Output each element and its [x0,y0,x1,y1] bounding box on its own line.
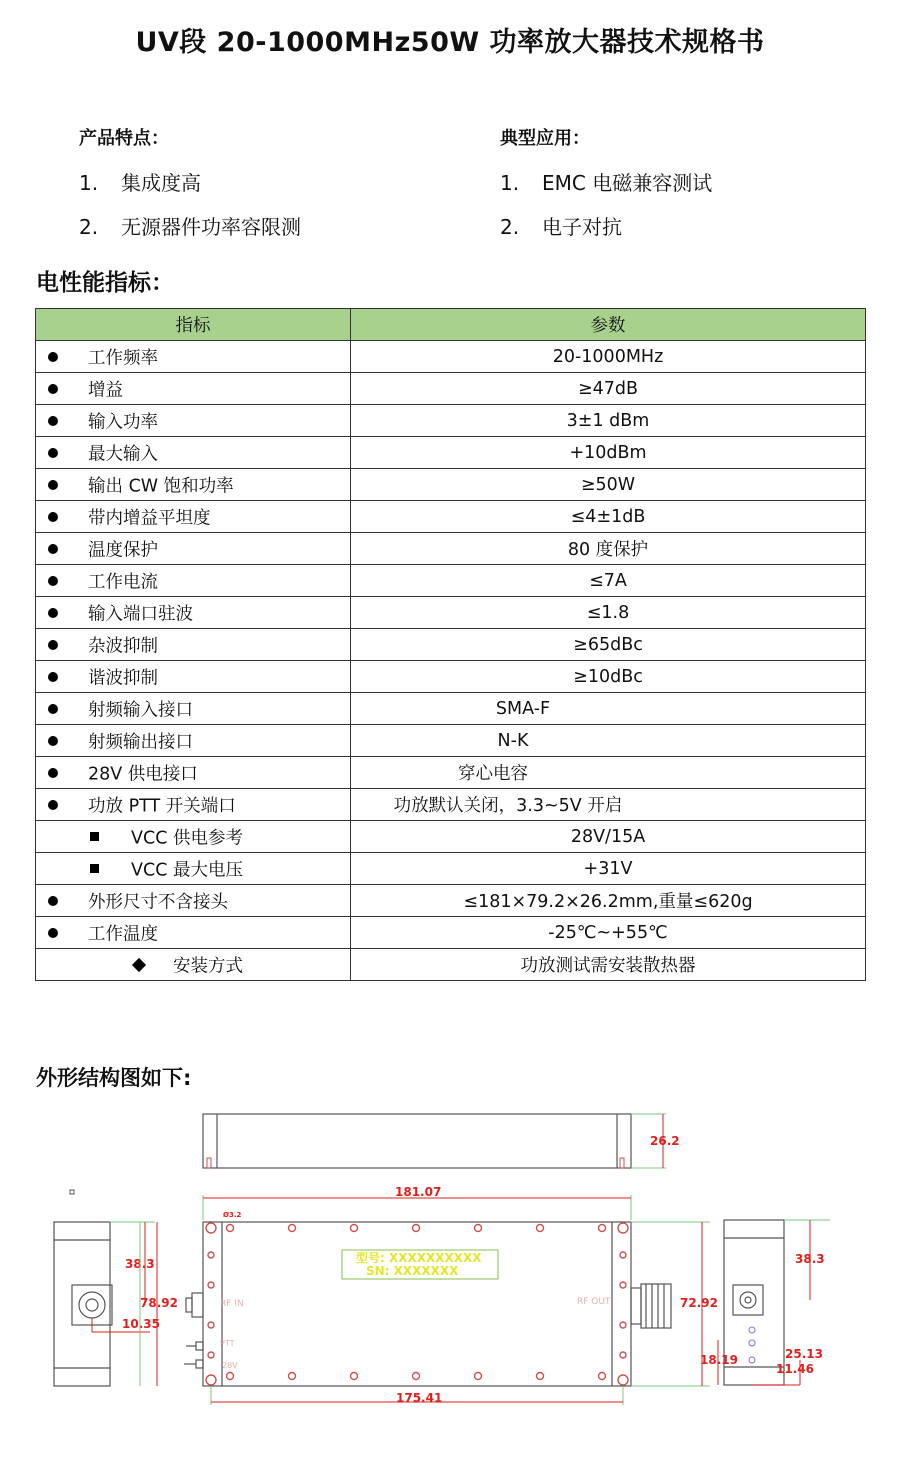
screw-hole [413,1373,420,1380]
header-value: 参数 [351,309,866,341]
list-number: 1. [500,171,520,195]
row-label: 输出 CW 饱和功率 [88,476,234,496]
row-value: ≤181×79.2×26.2mm,重量≤620g [351,885,866,917]
row-label: 工作电流 [88,572,158,592]
dim-width-left: 78.92 [140,1296,178,1310]
row-value: N-K [351,725,866,757]
dim-mount: 175.41 [396,1391,443,1405]
dim-right-b: 18.19 [700,1353,738,1367]
dim-height: 26.2 [650,1134,680,1148]
row-value: ≤7A [351,565,866,597]
outline-drawing [0,1100,900,1420]
table-row [36,629,866,661]
row-label-cell [36,597,351,629]
list-text: 无源器件功率容限测 [121,215,301,239]
dim-side-c: 38.3 [795,1252,825,1266]
table-row [36,821,866,853]
list-number: 2. [500,215,520,239]
table-row [36,373,866,405]
bullet-dot-icon [48,640,58,650]
row-value: +10dBm [351,437,866,469]
row-value: ≤4±1dB [351,501,866,533]
bullet-dot-icon [48,448,58,458]
right-end-view [700,1220,830,1385]
row-value: ≥10dBc [351,661,866,693]
application-item [500,211,622,240]
row-value: -25℃~+55℃ [351,917,866,949]
row-value: +31V [351,853,866,885]
table-row [36,405,866,437]
row-label-cell [36,885,351,917]
bullet-dot-icon [48,704,58,714]
row-value: 3±1 dBm [351,405,866,437]
row-label-cell [36,501,351,533]
screw-hole [537,1225,544,1232]
dim-right-c: 11.46 [776,1362,814,1376]
row-label: 输入功率 [88,412,158,432]
list-number: 1. [79,171,99,195]
screw-hole [599,1225,606,1232]
screw-hole [475,1373,482,1380]
document-title: UV段 20-1000MHz50W 功率放大器技术规格书 [135,27,765,58]
row-label-cell [36,725,351,757]
features-heading: 产品特点： [79,128,169,149]
row-label-cell [36,949,351,981]
table-row [36,917,866,949]
table-row [36,469,866,501]
bullet-dot-icon [48,384,58,394]
bullet-diamond-icon [132,957,146,971]
row-value: 穿心电容 [351,757,866,789]
row-value: 功放默认关闭，3.3~5V 开启 [351,789,866,821]
table-row [36,725,866,757]
row-label: VCC 供电参考 [131,828,243,848]
application-item [500,167,712,196]
bullet-dot-icon [48,672,58,682]
table-row [36,341,866,373]
outline-heading: 外形结构图如下: [36,1066,192,1090]
table-row [36,757,866,789]
dim-length: 181.07 [395,1185,442,1199]
dim-right-a: 25.13 [785,1347,823,1361]
bullet-dot-icon [48,544,58,554]
row-label: 杂波抑制 [88,636,158,656]
electrical-heading: 电性能指标： [36,270,174,296]
screw-hole [351,1225,358,1232]
table-header-row [36,309,866,341]
feature-item [79,211,301,240]
row-label: 温度保护 [88,540,158,560]
table-row [36,501,866,533]
bullet-dot-icon [48,480,58,490]
row-label-cell [36,629,351,661]
row-label: 功放 PTT 开关端口 [88,796,236,816]
row-label-cell [36,853,351,885]
list-text: 电子对抗 [542,215,622,239]
bullet-dot-icon [48,928,58,938]
bullet-dot-icon [48,768,58,778]
table-row [36,853,866,885]
row-label-cell [36,693,351,725]
table-row [36,789,866,821]
list-text: 集成度高 [121,171,201,195]
row-label: VCC 最大电压 [131,860,243,880]
row-label: 射频输出接口 [88,732,193,752]
list-text: EMC 电磁兼容测试 [542,171,713,195]
label-model: 型号: XXXXXXXXXX [356,1251,482,1265]
feature-item [79,167,201,196]
bullet-dot-icon [48,608,58,618]
screw-hole [599,1373,606,1380]
header-label: 指标 [36,309,351,341]
bullet-square-icon [90,832,99,841]
row-label: 最大输入 [88,444,158,464]
row-value: 功放测试需安装散热器 [351,949,866,981]
row-label-cell [36,405,351,437]
top-side-view [203,1114,680,1168]
row-value: SMA-F [351,693,866,725]
bullet-dot-icon [48,800,58,810]
table-row [36,885,866,917]
table-row [36,693,866,725]
row-label-cell [36,565,351,597]
row-label-cell [36,533,351,565]
bullet-dot-icon [48,736,58,746]
bullet-dot-icon [48,352,58,362]
screw-hole [537,1373,544,1380]
rf-out-label: RF OUT [577,1297,611,1307]
screw-hole [475,1225,482,1232]
table-row [36,597,866,629]
table-row [36,949,866,981]
row-label-cell [36,469,351,501]
table-row [36,661,866,693]
row-label-cell [36,373,351,405]
dim-hole: Ø3.2 [223,1211,242,1219]
row-label: 射频输入接口 [88,700,193,720]
row-label-cell [36,789,351,821]
row-value: 20-1000MHz [351,341,866,373]
bullet-dot-icon [48,896,58,906]
row-label: 带内增益平坦度 [88,508,211,528]
list-number: 2. [79,215,99,239]
row-label: 安装方式 [173,956,243,976]
row-value: ≥47dB [351,373,866,405]
row-label: 增益 [88,380,123,400]
bullet-square-icon [90,864,99,873]
row-label: 工作温度 [88,924,158,944]
row-value: ≥50W [351,469,866,501]
screw-hole [289,1373,296,1380]
main-top-view [184,1211,718,1405]
row-label-cell [36,917,351,949]
row-value: 80 度保护 [351,533,866,565]
bullet-dot-icon [48,512,58,522]
bullet-dot-icon [48,416,58,426]
row-label: 28V 供电接口 [88,764,198,784]
vcc-label: 28V [222,1361,238,1370]
dim-side-a: 38.3 [125,1257,155,1271]
row-value: 28V/15A [351,821,866,853]
row-label-cell [36,341,351,373]
table-row [36,565,866,597]
spec-table [35,308,866,981]
row-label: 输入端口驻波 [88,604,193,624]
dim-width-right: 72.92 [680,1296,718,1310]
row-value: ≥65dBc [351,629,866,661]
screw-hole [227,1373,234,1380]
row-label: 谐波抑制 [88,668,158,688]
row-label-cell [36,821,351,853]
dim-side-b: 10.35 [122,1317,160,1331]
screw-hole [413,1225,420,1232]
label-sn: SN: XXXXXXX [366,1264,459,1278]
row-label: 外形尺寸不含接头 [88,892,228,912]
rf-in-label: RF IN [220,1299,244,1309]
bullet-dot-icon [48,576,58,586]
screw-hole [227,1225,234,1232]
screw-hole [351,1373,358,1380]
applications-heading: 典型应用： [500,128,590,149]
table-row [36,437,866,469]
left-end-view [54,1222,178,1386]
table-row [36,533,866,565]
row-label-cell [36,437,351,469]
row-label-cell [36,757,351,789]
marker [70,1190,74,1194]
screw-hole [289,1225,296,1232]
row-label-cell [36,661,351,693]
row-label: 工作频率 [88,348,158,368]
ptt-label: PTT [220,1339,235,1348]
row-value: ≤1.8 [351,597,866,629]
